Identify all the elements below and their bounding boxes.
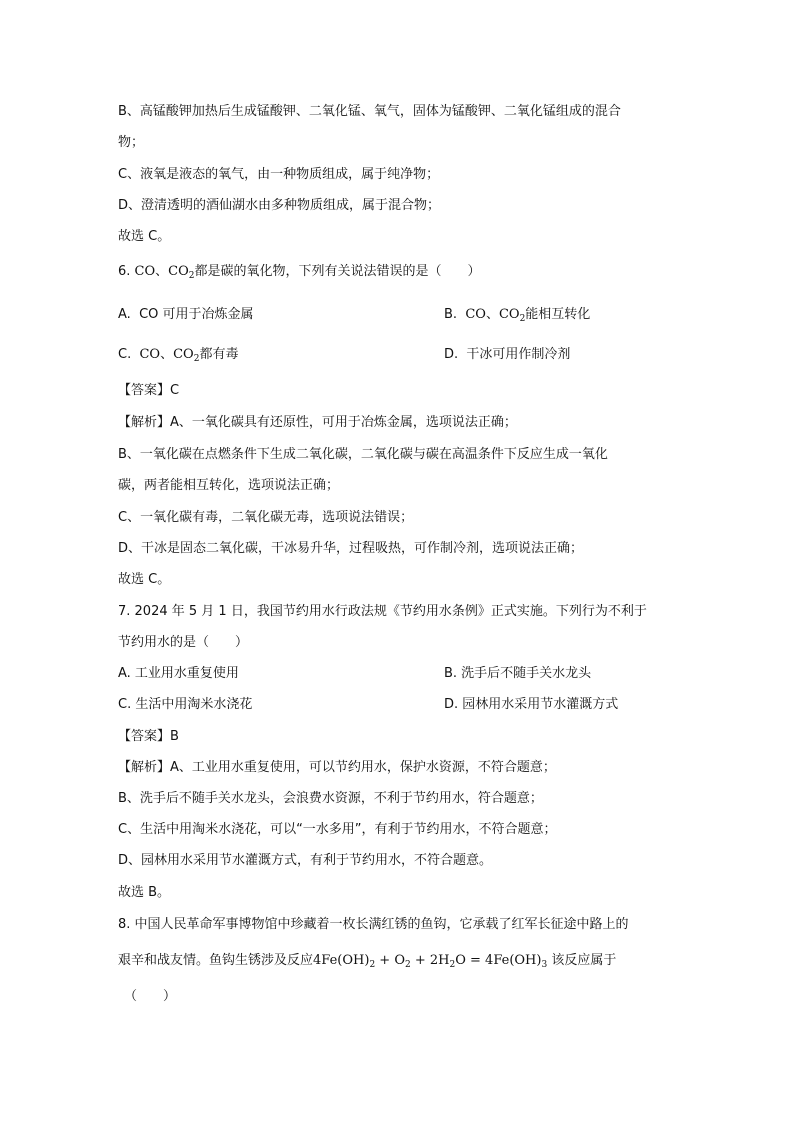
q6-analysis-b1: B、一氧化碳在点燃条件下生成二氧化碳，二氧化碳与碳在高温条件下反应生成一氧化 [118, 447, 608, 462]
q7-answer: 【答案】B [118, 729, 179, 744]
q6-co2: $CO_2$ [168, 264, 195, 281]
q6-number: 6. [118, 264, 131, 279]
q7-analysis-a: 【解析】A、工业用水重复使用，可以节约用水，保护水资源，不符合题意； [118, 760, 556, 775]
prev-analysis-b-line1: B、高锰酸钾加热后生成锰酸钾、二氧化锰、氧气，固体为锰酸钾、二氧化锰组成的混合 [118, 104, 621, 119]
q6-option-b: B. CO、$CO_2$能相互转化 [444, 307, 591, 324]
prev-analysis-d-line: D、澄清透明的酒仙湖水由多种物质组成，属于混合物； [118, 198, 441, 213]
q6-option-d: D. 干冰可用作制冷剂 [444, 347, 571, 362]
q8-equation: $4Fe(OH)_2 + O_2 + 2H_2O = 4Fe(OH)_3$ [313, 953, 548, 970]
q8-stem-line1: 8. 中国人民革命军事博物馆中珍藏着一枚长满红锈的鱼钩，它承载了红军长征途中路上的 [118, 917, 629, 932]
q6-analysis-a: 【解析】A、一氧化碳具有还原性，可用于冶炼金属，选项说法正确； [118, 415, 517, 430]
q6-stem-rest: 都是碳的氧化物，下列有关说法错误的是（ ） [194, 264, 481, 279]
prev-analysis-c-line: C、液氧是液态的氧气，由一种物质组成，属于纯净物； [118, 167, 440, 182]
q6-analysis-c: C、一氧化碳有毒，二氧化碳无毒，选项说法错误； [118, 510, 414, 525]
q7-option-d: D. 园林用水采用节水灌溉方式 [444, 697, 619, 712]
q6-co: CO [134, 264, 156, 279]
q7-option-b: B. 洗手后不随手关水龙头 [444, 666, 592, 681]
q8-stem-line3: （ ） [124, 989, 177, 1004]
prev-analysis-b-line2: 物； [118, 135, 145, 150]
q6-analysis-b2: 碳，两者能相互转化，选项说法正确； [118, 478, 340, 493]
prev-conclusion: 故选 C。 [118, 229, 171, 244]
q7-analysis-b: B、洗手后不随手关水龙头，会浪费水资源，不利于节约用水，符合题意； [118, 791, 543, 806]
q7-analysis-c: C、生活中用淘米水浇花，可以“一水多用”，有利于节约用水，不符合题意； [118, 822, 557, 837]
q8-stem-line2: 艰辛和战友情。鱼钩生锈涉及反应$4Fe(OH)_2 + O_2 + 2H_2O = 4Fe(OH)_3$ 该反应属于 [118, 953, 617, 970]
q6-stem [118, 263, 481, 281]
q6-option-c: C. CO、$CO_2$都有毒 [118, 347, 239, 364]
q7-stem-line1: 7. 2024 年 5 月 1 日，我国节约用水行政法规《节约用水条例》正式实施。下列行为不利于 [118, 604, 647, 619]
q6-sep: 、 [155, 264, 169, 279]
q7-analysis-d: D、园林用水采用节水灌溉方式，有利于节约用水，不符合题意。 [118, 853, 493, 868]
q6-analysis-d: D、干冰是固态二氧化碳，干冰易升华，过程吸热，可作制冷剂，选项说法正确； [118, 541, 584, 556]
q6-conclusion: 故选 C。 [118, 572, 171, 587]
q7-stem-line2: 节约用水的是（ ） [118, 635, 249, 650]
q7-option-c: C. 生活中用淘米水浇花 [118, 697, 253, 712]
q6-answer: 【答案】C [118, 383, 180, 398]
q7-conclusion: 故选 B。 [118, 885, 171, 900]
q7-option-a: A. 工业用水重复使用 [118, 666, 239, 681]
q6-option-a: A. CO 可用于冶炼金属 [118, 307, 254, 322]
